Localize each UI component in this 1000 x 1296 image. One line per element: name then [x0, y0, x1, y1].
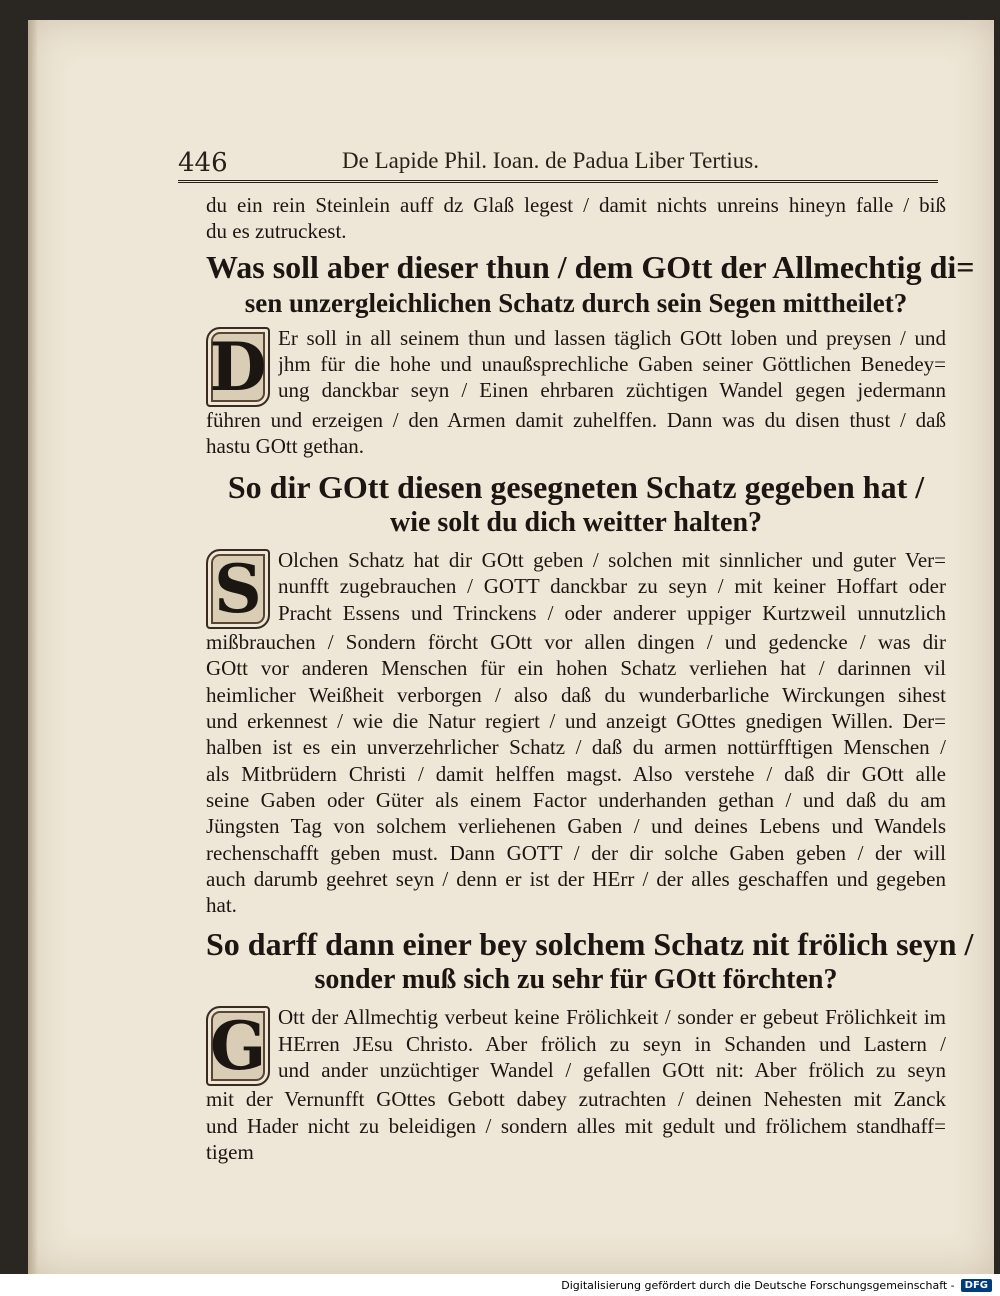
text-line: Jüngsten Tag von solchem verliehenen Gaben / und deines Lebens und Wandels	[206, 814, 946, 839]
paragraph	[206, 547, 946, 918]
text-line: seine Gaben oder Güter als einem Factor underhanden gethan / und daß du am	[206, 787, 946, 812]
page-text	[206, 192, 975, 1165]
text-line: hat.	[206, 893, 237, 918]
text-line: nunfft zugebrauchen / GOTT danckbar zu seyn / mit keiner Hoffart oder	[278, 574, 946, 599]
paragraph	[206, 1004, 946, 1165]
text-line: halben ist es ein unverzehrlicher Schatz / daß du armen nottürfftigen Menschen /	[206, 735, 946, 760]
book-page	[28, 20, 994, 1274]
section-heading	[206, 469, 946, 541]
text-line: GOtt vor anderen Menschen für ein hohen Schatz verliehen hat / darinnen vil	[206, 656, 946, 681]
text-line: als Mitbrüdern Christi / damit helffen magst. Also verstehe / daß dir GOtt alle	[206, 761, 946, 786]
drop-cap: S	[206, 549, 270, 629]
paragraph	[206, 325, 946, 460]
text-line: Er soll in all seinem thun und lassen täglich GOtt loben und preysen / und	[278, 325, 946, 350]
heading-line: wie solt du dich weitter halten?	[389, 507, 763, 539]
section-heading	[206, 926, 974, 998]
drop-cap: D	[206, 327, 270, 407]
text-line: und Hader nicht zu beleidigen / sondern alles mit gedult und frölichem standhaff=	[206, 1113, 946, 1138]
text-line: rechenschafft geben must. Dann GOTT / der dir solche Gaben geben / der will	[206, 840, 946, 865]
heading-line: Was soll aber dieser thun / dem GOtt der Allmechtig di=	[206, 248, 975, 285]
heading-line: So darff dann einer bey solchem Schatz nit frölich seyn /	[206, 926, 974, 963]
heading-line: sen unzergleichlichen Schatz durch sein Segen mittheilet?	[244, 287, 908, 318]
text-line: führen und erzeigen / den Armen damit zuhelffen. Dann was du disen thust / daß	[206, 407, 946, 432]
text-line: auch darumb geehret seyn / denn er ist der HErr / der alles geschaffen und gegeben	[206, 866, 946, 891]
text-line: und erkennest / wie die Natur regiert / und anzeigt GOttes gnedigen Willen. Der=	[206, 709, 946, 734]
section-heading	[206, 248, 975, 321]
text-line: mit der Vernunfft GOttes Gebott dabey zutrachten / deinen Nehesten mit Zanck	[206, 1087, 946, 1112]
running-title: De Lapide Phil. Ioan. de Padua Liber Tertius.	[342, 148, 759, 173]
text-line: hastu GOtt gethan.	[206, 433, 365, 458]
text-line: Olchen Schatz hat dir GOtt geben / solchen mit sinnlicher und guter Ver=	[278, 548, 946, 573]
catchword: tigem	[206, 1140, 254, 1165]
heading-line: sonder muß sich zu sehr für GOtt förchten?	[314, 964, 838, 996]
footer-text: Digitalisierung gefördert durch die Deutsche Forschungsgemeinschaft -	[561, 1278, 955, 1292]
text-line: Ott der Allmechtig verbeut keine Frölichkeit / sonder er gebeut Frölichkeit im	[278, 1005, 946, 1030]
digitization-footer	[0, 1274, 1000, 1296]
text-line: du ein rein Steinlein auff dz Glaß legest / damit nichts unreins hineyn falle / biß	[206, 193, 946, 217]
text-line: ung danckbar seyn / Einen ehrbaren züchtigen Wandel gegen jedermann	[278, 378, 946, 403]
drop-cap: G	[206, 1006, 270, 1086]
text-line: du es zutruckest.	[206, 219, 347, 244]
text-line: heimlicher Weißheit verborgen / also daß du wunderbarliche Wirckungen sihest	[206, 682, 946, 707]
dfg-logo: DFG	[961, 1279, 992, 1292]
text-line: und ander unzüchtiger Wandel / gefallen GOtt nit: Aber frölich zu seyn	[278, 1058, 946, 1083]
text-line: HErren JEsu Christo. Aber frölich zu seyn in Schanden und Lastern /	[278, 1031, 946, 1056]
page-number: 446	[178, 148, 228, 178]
text-line: Pracht Essens und Trinckens / oder anderer uppiger Kurtzweil unnutzlich	[278, 600, 946, 625]
text-line: jhm für die hohe und unaußsprechliche Gaben seiner Göttlichen Benedey=	[278, 351, 946, 376]
page-header	[178, 130, 938, 183]
heading-line: So dir GOtt diesen gesegneten Schatz gegeben hat /	[227, 469, 925, 506]
text-line: mißbrauchen / Sondern förcht GOtt vor allen dingen / und gedencke / was dir	[206, 630, 946, 655]
